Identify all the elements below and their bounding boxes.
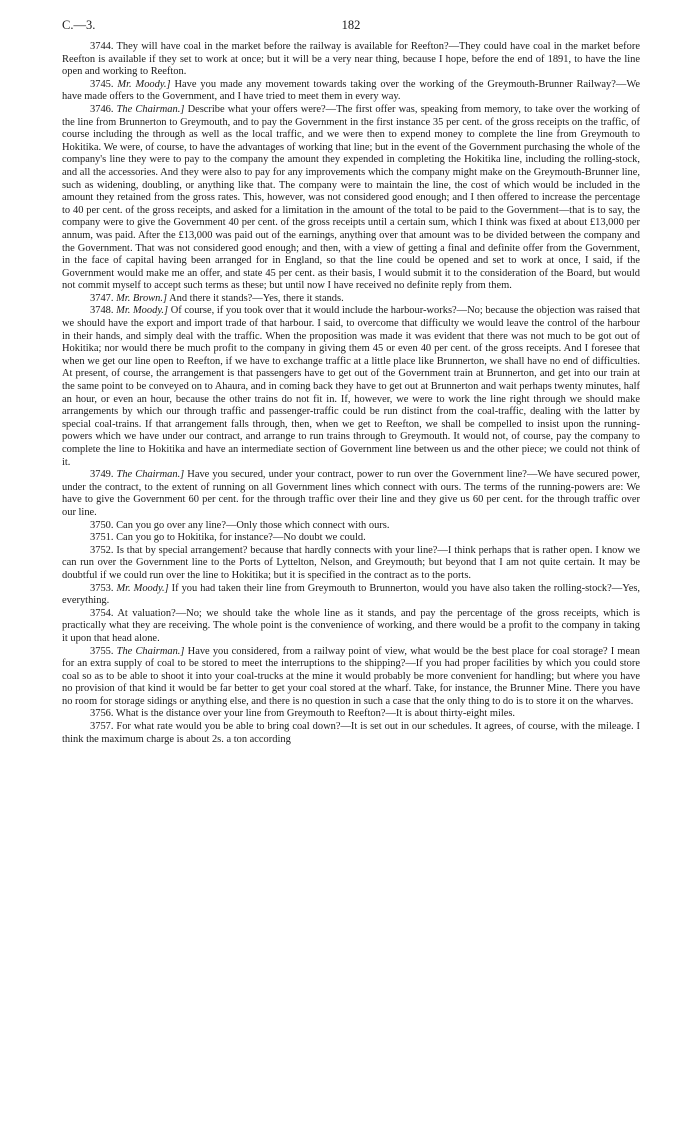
paragraph: 3748. Mr. Moody.] Of course, if you took over that it would include the harbour-works?—No; because the objection was raised that we should have the export and import trade of that harbour. I said, to overcome that difficulty we would leave the control of the harbour in their hands, and simply deal with the traffic. When the proposition was made it was evident that there was not much to be got out of Hokitika; nor would there be much profit to the company in giving them 45 or even 40 per cent. of the gross receipts. And I foresee that when we get our line open to Reefton, if we have to exchange traffic at a little place like Brunnerton, we shall have no end of difficulties. At present, of course, the arrangement is that passengers have to get out of the Government train at Brunnerton, and get into our train at the same point to be conveyed on to Ahaura, and in coming back they have to get out at Brunnerton and wait perhaps twenty minutes, half an hour, or even an hour, because the other trains do not fit in. If, however, we were to work the line right through we should make arrangements by which our through traffic and passenger-traffic could be run distinct from the coal-traffic, dealing with the latter by special coal-trains. If that arrangement falls through, then, when we get to Reefton, we shall be compelled to insist upon the running-powers which we have under our contract, and arrange to run trains through to Greymouth. It would not, of course, pay the company to complete the line to Hokitika and have an intermediate section of Government line between us and the other piece; we could not think of it. — [62, 305, 640, 468]
document-reference: C.—3. — [62, 18, 96, 32]
paragraph: 3755. The Chairman.] Have you considered, from a railway point of view, what would be the best place for coal storage? I mean for an extra supply of coal to be stored to meet the interruptions to the shipping?—If you had proper facilities by which you could store coal so as to be able to shoot it into your coal-trucks at the mine it would probably be more convenient for handling; but where you have no provision of that kind it would be far better to get your coal stored at the wharf. Take, for instance, the Brunner Mine. There you have no room for storage sidings or anything else, and there is no question in such a case that the only thing to do is to store it on the wharves. — [62, 645, 641, 707]
paragraph: 3750. Can you go over any line?—Only those which connect with ours. — [90, 519, 390, 531]
page-header — [62, 18, 640, 36]
paragraph: 3745. Mr. Moody.] Have you made any movement towards taking over the working of the Greymouth-Brunner Railway?—We have made offers to the Government, and I have tried to meet them in every way. — [62, 78, 640, 103]
document-body — [62, 41, 640, 746]
speaker: The Chairman.] — [116, 469, 185, 481]
paragraph: 3757. For what rate would you be able to bring coal down?—It is set out in our schedules. It agrees, of course, with the mileage. I think the maximum charge is about 2s. a ton according — [62, 721, 640, 745]
paragraph: 3756. What is the distance over your line from Greymouth to Reefton?—It is about thirty-eight miles. — [90, 708, 516, 720]
speaker: Mr. Moody.] — [116, 582, 169, 594]
paragraph: 3751. Can you go to Hokitika, for instance?—No doubt we could. — [90, 532, 366, 544]
speaker: Mr. Moody.] — [117, 78, 171, 90]
paragraph: 3754. At valuation?—No; we should take the whole line as it stands, and pay the percentage of the gross receipts, which is practically what they are receiving. The whole point is the convenience of working, and there would be a profit to the company in taking it upon that head alone. — [62, 607, 640, 644]
speaker: The Chairman.] — [116, 645, 185, 657]
paragraph: 3747. Mr. Brown.] And there it stands?—Yes, there it stands. — [90, 292, 344, 304]
paragraph: 3744. They will have coal in the market before the railway is available for Reefton?—They could have coal in the market before Reefton is available if they set to work at once; but it will be a very near thing, because I hope, before the end of 1891, to have the line open and working to Reefton. — [62, 41, 640, 78]
paragraph: 3749. The Chairman.] Have you secured, under your contract, power to run over the Government line?—We have secured power, under the contract, to the extent of running on all Government lines which connect with ours. The terms of the running-powers are: We have to give the Government 60 per cent. for the through traffic over their line and they give us 60 per cent. for the through traffic over our line. — [62, 469, 641, 518]
speaker: Mr. Moody.] — [116, 305, 169, 317]
page-number: 182 — [341, 18, 361, 32]
speaker: The Chairman.] — [116, 103, 185, 115]
paragraph: 3752. Is that by special arrangement? because that hardly connects with your line?—I think perhaps that is rather open. I know we can run over the Government line to the Ports of Lyttelton, Nelson, and Greymouth; but beyond that I am not quite certain. It may be doubtful if we could run over the line to Hokitika; but it is specified in the contract as to the ports. — [62, 544, 640, 581]
paragraph: 3753. Mr. Moody.] If you had taken their line from Greymouth to Brunnerton, would you have also taken the rolling-stock?—Yes, everything. — [62, 582, 641, 607]
paragraph: 3746. The Chairman.] Describe what your offers were?—The first offer was, speaking from memory, to take over the working of the line from Brunnerton to Greymouth, and to pay the Government in the first instance 35 per cent. of the gross receipts on the traffic, of course including the through as well as the local traffic, and we were then to expend money to complete the line from Greymouth to Hokitika. We were, of course, to have the advantages of working that line; but in the event of the Government purchasing the whole of the company's line they were to pay to the company the amount they expended in completing the Hokitika line, including the rolling-stock, and all the accessories. And they were also to pay for any improvements which the company might make on the Greymouth-Brunner line, such as widening, doubling, or anything like that. The company were to maintain the line, the cost of which would be included in the amount they retained from the gross rates. This, however, was not considered good enough; and I then offered to increase the percentage to 40 per cent. of the gross receipts, and asked for a limitation in the amount of the total to be paid to the Government—that is to say, the company were to give the Government 40 per cent. of the gross receipts until a certain sum, which I think was fixed at about £13,000 per annum, was paid. After the £13,000 was paid out of the earnings, anything over that amount was to be divided between the company and the Government. That was not considered good enough; and then, with a view of getting a final and definite offer from the Government, in the face of capital having been arranged for in England, so that the line could be opened and set to work at once, I said, if the Government would make me an offer, and state 45 per cent. as their basis, I would submit it to the consideration of the Board, but would not commit myself to accept such terms as these; but until now I have received no definite reply from them. — [62, 103, 641, 292]
speaker: Mr. Brown.] — [116, 292, 168, 304]
